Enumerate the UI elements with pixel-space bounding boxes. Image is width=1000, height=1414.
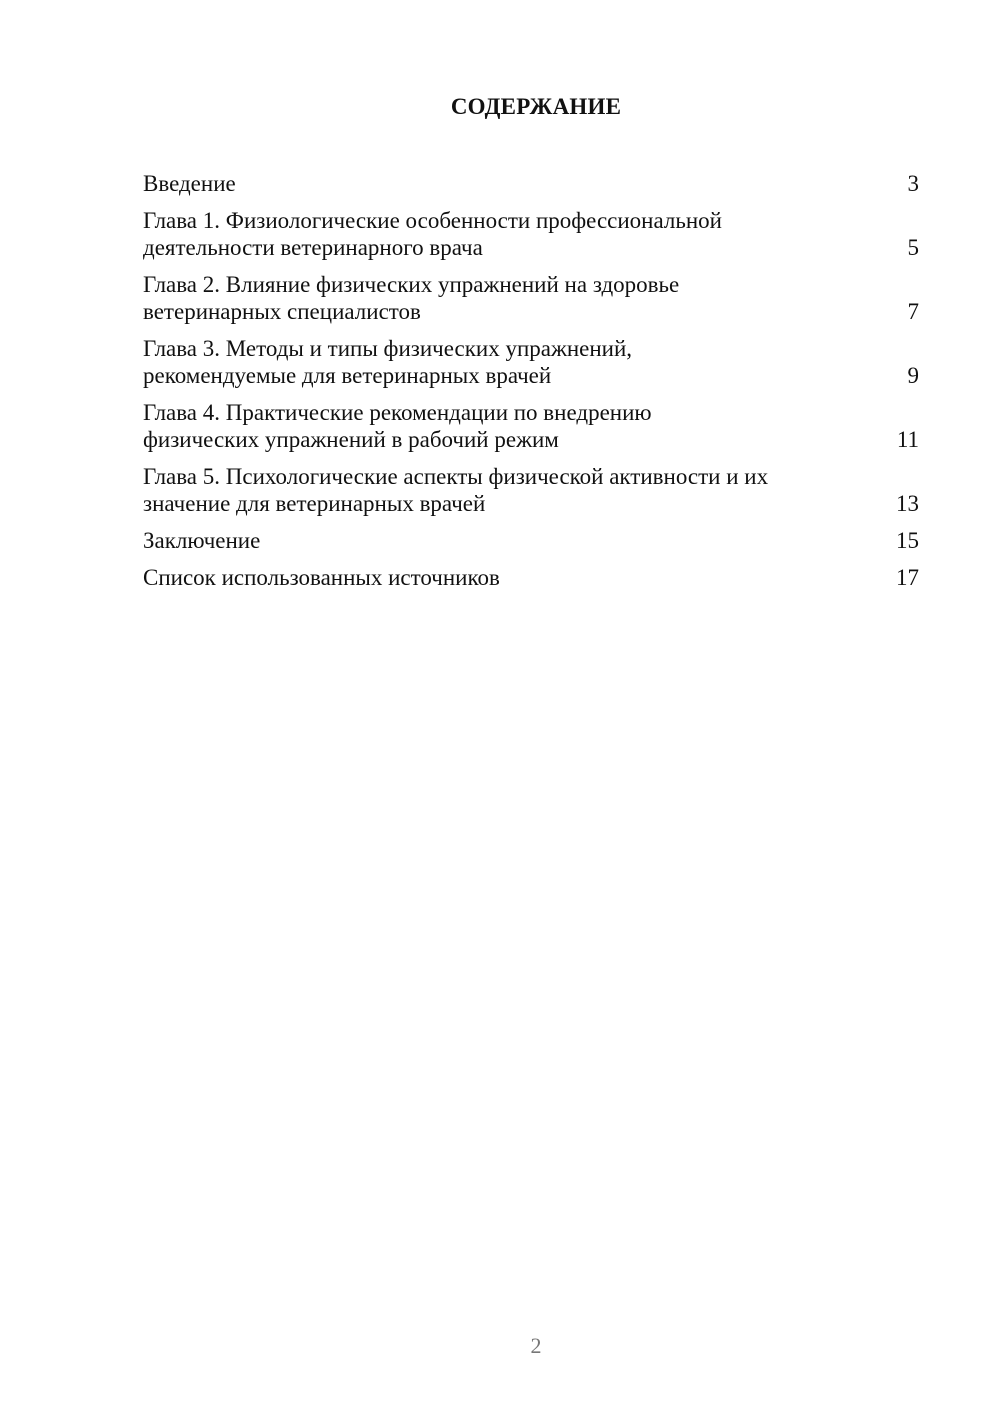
toc-entry-chapter-1[interactable] <box>143 207 919 261</box>
toc-entry-chapter-4[interactable] <box>143 399 919 453</box>
toc-entry-page: 11 <box>896 427 919 452</box>
toc-entry-references[interactable] <box>143 564 919 591</box>
toc-entry-page: 17 <box>896 565 919 590</box>
toc-entry-title: Глава 4. Практические рекомендации по внедрению физических упражнений в рабочий режим <box>143 400 652 452</box>
toc-entry-title: Список использованных источников <box>143 565 500 590</box>
toc-entry-title: Глава 5. Психологические аспекты физической активности и их значение для ветеринарных врачей <box>143 464 769 516</box>
toc-entry-page: 15 <box>896 528 919 553</box>
toc-entry-title: Глава 3. Методы и типы физических упражнений, рекомендуемые для ветеринарных врачей <box>143 336 633 388</box>
toc-entry-title: Глава 1. Физиологические особенности профессиональной деятельности ветеринарного врача <box>143 208 722 260</box>
toc-entry-page: 7 <box>907 299 919 324</box>
toc-entry-title: Глава 2. Влияние физических упражнений на здоровье ветеринарных специалистов <box>143 272 680 324</box>
toc-entry-page: 5 <box>907 235 919 260</box>
toc-entry-chapter-2[interactable] <box>143 271 919 325</box>
toc-entry-page: 13 <box>896 491 919 516</box>
toc-entry-title: Введение <box>143 171 236 196</box>
toc-entry-chapter-5[interactable] <box>143 463 919 517</box>
page-title: СОДЕРЖАНИЕ <box>450 94 622 119</box>
toc-entry-introduction[interactable] <box>143 170 919 197</box>
toc-entry-page: 9 <box>907 363 919 388</box>
toc-entry-conclusion[interactable] <box>143 527 919 554</box>
toc-entry-title: Заключение <box>143 528 261 553</box>
page-number: 2 <box>530 1333 542 1358</box>
toc-entry-page: 3 <box>907 171 919 196</box>
toc-entry-chapter-3[interactable] <box>143 335 919 389</box>
table-of-contents <box>143 170 919 601</box>
